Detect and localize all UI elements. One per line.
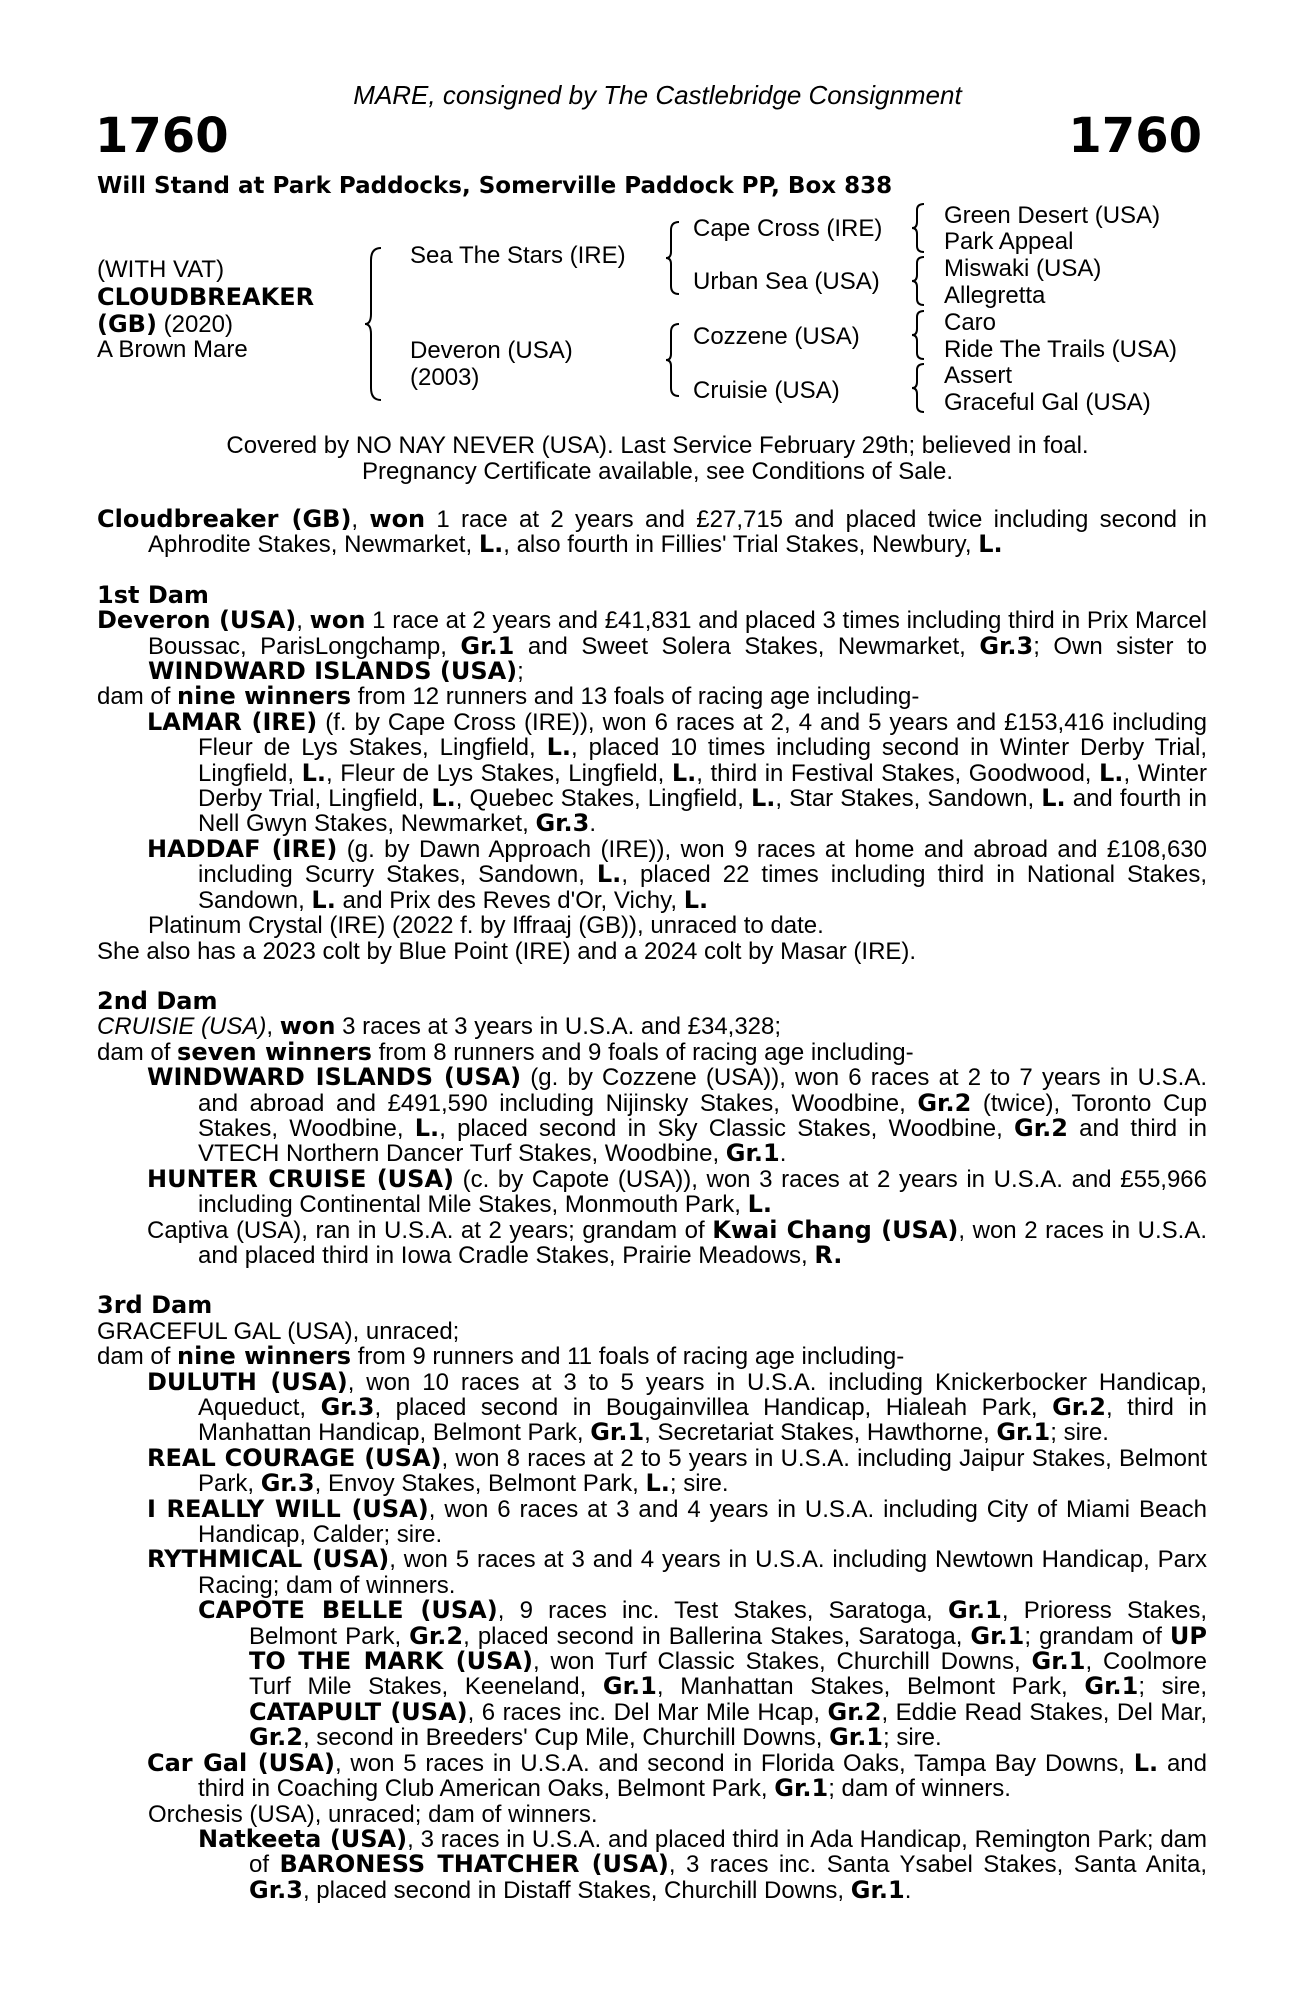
won-label: won	[279, 1012, 336, 1041]
produce-name: Natkeeta (USA)	[198, 1824, 408, 1853]
produce-entry-real-courage: REAL COURAGE (USA), won 8 races at 2 to 5 years in U.S.A. including Jaipur Stakes, Belmont Park, Gr.3, Envoy Stakes, Belmont Park, L.; sire.	[147, 1443, 1208, 1498]
produce-entry-haddaf: HADDAF (IRE) (g. by Dawn Approach (IRE)), won 9 races at home and abroad and £108,630 including Scurry Stakes, Sandown, L., placed 22 times including third in National Stakes, Sandown, L. and Prix des Reves d'Or, Vichy, L.	[147, 834, 1207, 914]
produce-name: Car Gal (USA)	[147, 1748, 335, 1777]
text: , also fourth in Fillies' Trial Stakes, Newbury,	[503, 531, 979, 559]
produce-name: CAPOTE BELLE (USA)	[198, 1596, 498, 1625]
standing-location: Will Stand at Park Paddocks, Somerville Paddock PP, Box 838	[97, 173, 893, 199]
dam-name: CRUISIE (USA)	[97, 1013, 267, 1041]
first-dam-also-note: She also has a 2023 colt by Blue Point (IRE) and a 2024 colt by Masar (IRE).	[97, 937, 917, 965]
lot-number-left: 1760	[95, 108, 229, 164]
horse-description: A Brown Mare	[97, 336, 248, 363]
gen3-ancestor-2: Park Appeal	[944, 228, 1074, 255]
produce-name: HUNTER CRUISE (USA)	[147, 1164, 454, 1193]
produce-entry-capote-belle: CAPOTE BELLE (USA), 9 races inc. Test Stakes, Saratoga, Gr.1, Prioress Stakes, Belmont Park, Gr.2, placed second in Ballerina Stakes, Saratoga, Gr.1; grandam of UP TO THE MARK (USA), won Turf Classic Stakes, Churchill Downs, Gr.1, Coolmore Turf Mile Stakes, Keeneland, Gr.1, Manhattan Stakes, Belmont Park, Gr.1; sire, CATAPULT (USA), 6 races inc. Del Mar Mile Hcap, Gr.2, Eddie Read Stakes, Del Mar, Gr.2, second in Breeders' Cup Mile, Churchill Downs, Gr.1; sire.	[198, 1596, 1208, 1752]
dam-dam: Cruisie (USA)	[693, 377, 840, 404]
grade-label: Gr.1	[460, 631, 515, 660]
third-dam-produce-summary: dam of nine winners from 9 runners and 11 foals of racing age including-	[97, 1342, 905, 1371]
produce-name: REAL COURAGE (USA)	[147, 1443, 442, 1472]
covering-line: Covered by NO NAY NEVER (USA). Last Service February 29th; believed in foal.	[226, 432, 1089, 459]
brace-g2-2	[912, 255, 926, 307]
gen3-ancestor-3: Miswaki (USA)	[944, 255, 1102, 282]
dam-name: Deveron (USA)	[97, 606, 297, 635]
produce-entry-car-gal: Car Gal (USA), won 5 races in U.S.A. and second in Florida Oaks, Tampa Bay Downs, L. and third in Coaching Club American Oaks, Belmont Park, Gr.1; dam of winners.	[147, 1748, 1207, 1803]
intro-paragraph: Cloudbreaker (GB), won 1 race at 2 years and £27,715 and placed twice including second in Aphrodite Stakes, Newmarket, L., also fourth in Fillies' Trial Stakes, Newbury, L.	[97, 505, 1208, 559]
produce-entry-duluth: DULUTH (USA), won 10 races at 3 to 5 years in U.S.A. including Knickerbocker Handicap, Aqueduct, Gr.3, placed second in Bougainvillea Handicap, Hialeah Park, Gr.2, third in Manhattan Handicap, Belmont Park, Gr.1, Secretariat Stakes, Hawthorne, Gr.1; sire.	[147, 1367, 1208, 1447]
produce-entry-captiva: Captiva (USA), ran in U.S.A. at 2 years; grandam of Kwai Chang (USA), won 2 races in U.S.A. and placed third in Iowa Cradle Stakes, Prairie Meadows, R.	[147, 1215, 1207, 1269]
text: ; Own sister to	[1033, 632, 1208, 660]
brace-g2-1	[912, 202, 926, 254]
dam-year: (2003)	[410, 364, 480, 391]
produce-name: Kwai Chang (USA)	[712, 1215, 959, 1244]
gen3-ancestor-5: Caro	[944, 309, 997, 336]
catalogue-body	[97, 507, 1207, 1903]
winners-count: nine winners	[177, 1342, 352, 1371]
text: 1 race at 2 years and £27,715 and placed twice including second in Aphrodite Stakes, Newmarket,	[148, 506, 1208, 559]
first-dam-paragraph: Deveron (USA), won 1 race at 2 years and £41,831 and placed 3 times including third in Prix Marcel Boussac, ParisLongchamp, Gr.1 and Sweet Solera Stakes, Newmarket, Gr.3; Own sister to WINDWARD ISLANDS (USA);	[97, 606, 1208, 686]
produce-name: DULUTH (USA)	[147, 1367, 348, 1396]
produce-entry-i-really-will: I REALLY WILL (USA), won 6 races at 3 and 4 years in U.S.A. including City of Miami Beach Handicap, Calder; sire.	[147, 1494, 1207, 1549]
won-label: won	[309, 606, 366, 635]
text: 1 race at 2 years and £41,831 and placed 3 times including third in Prix Marcel Boussac, ParisLongchamp,	[148, 607, 1207, 660]
brace-dam	[666, 322, 682, 398]
gen3-ancestor-1: Green Desert (USA)	[944, 202, 1161, 229]
text: and Sweet Solera Stakes, Newmarket,	[514, 632, 980, 660]
pregnancy-line: Pregnancy Certificate available, see Conditions of Sale.	[362, 458, 953, 485]
brace-g2-4	[912, 362, 926, 414]
third-dam-paragraph: GRACEFUL GAL (USA), unraced;	[97, 1317, 460, 1345]
produce-entry-natkeeta: Natkeeta (USA), 3 races in U.S.A. and placed third in Ada Handicap, Remington Park; dam of BARONESS THATCHER (USA), 3 races inc. Santa Ysabel Stakes, Santa Anita, Gr.3, placed second in Distaff Stakes, Churchill Downs, Gr.1.	[198, 1824, 1208, 1904]
sire-dam: Urban Sea (USA)	[693, 268, 880, 295]
sister-name: WINDWARD ISLANDS (USA)	[148, 657, 518, 686]
dam-sire: Cozzene (USA)	[693, 323, 860, 350]
produce-name: WINDWARD ISLANDS (USA)	[147, 1063, 522, 1092]
intro-horse: Cloudbreaker (GB)	[97, 505, 352, 533]
sire-sire: Cape Cross (IRE)	[693, 215, 883, 242]
produce-entry-platinum: Platinum Crystal (IRE) (2022 f. by Iffraaj (GB)), unraced to date.	[148, 912, 824, 940]
produce-entry-windward-islands: WINDWARD ISLANDS (USA) (g. by Cozzene (USA)), won 6 races at 2 to 7 years in U.S.A. and abroad and £491,590 including Nijinsky Stakes, Woodbine, Gr.2 (twice), Toronto Cup Stakes, Woodbine, L., placed second in Sky Classic Stakes, Woodbine, Gr.2 and third in VTECH Northern Dancer Turf Stakes, Woodbine, Gr.1.	[147, 1063, 1208, 1168]
gen3-ancestor-4: Allegretta	[944, 282, 1046, 309]
produce-entry-lamar: LAMAR (IRE) (f. by Cape Cross (IRE)), won 6 races at 2, 4 and 5 years and £153,416 including Fleur de Lys Stakes, Lingfield, L., placed 10 times including second in Winter Derby Trial, Lingfield, L., Fleur de Lys Stakes, Lingfield, L., third in Festival Stakes, Goodwood, L., Winter Derby Trial, Lingfield, L., Quebec Stakes, Lingfield, L., Star Stakes, Sandown, L. and fourth in Nell Gwyn Stakes, Newmarket, Gr.3.	[147, 707, 1208, 838]
produce-entry-rythmical: RYTHMICAL (USA), won 5 races at 3 and 4 years in U.S.A. including Newtown Handicap, Parx Racing; dam of winners.	[147, 1545, 1207, 1599]
text: ;	[517, 658, 524, 686]
winners-count: nine winners	[177, 682, 352, 711]
brace-g2-3	[912, 309, 926, 361]
lot-number-right: 1760	[1068, 108, 1202, 164]
first-dam-heading: 1st Dam	[97, 580, 209, 609]
produce-name: HADDAF (IRE)	[147, 834, 338, 863]
brace-gen1	[365, 246, 385, 402]
sire-name: Sea The Stars (IRE)	[410, 242, 626, 269]
horse-name: CLOUDBREAKER	[97, 283, 315, 311]
covering-note	[0, 433, 1315, 485]
produce-name: LAMAR (IRE)	[147, 707, 318, 736]
produce-entry-orchesis: Orchesis (USA), unraced; dam of winners.	[148, 1800, 598, 1828]
brace-sire	[666, 220, 682, 296]
produce-name: RYTHMICAL (USA)	[147, 1545, 390, 1574]
second-dam-produce-summary: dam of seven winners from 8 runners and 9 foals of racing age including-	[97, 1037, 914, 1066]
gen3-ancestor-8: Graceful Gal (USA)	[944, 389, 1151, 416]
won-label: won	[369, 505, 426, 533]
horse-year: (2020)	[163, 311, 233, 338]
produce-entry-hunter-cruise: HUNTER CRUISE (USA) (c. by Capote (USA)), won 3 races at 2 years in U.S.A. and £55,966 including Continental Mile Stakes, Monmouth Park, L.	[147, 1164, 1207, 1219]
winners-count: seven winners	[177, 1037, 372, 1066]
second-dam-paragraph: CRUISIE (USA), won 3 races at 3 years in U.S.A. and £34,328;	[97, 1012, 782, 1041]
vat-label: (WITH VAT)	[97, 256, 225, 283]
gen3-ancestor-6: Ride The Trails (USA)	[944, 336, 1177, 363]
listed-label: L.	[478, 530, 504, 559]
produce-name: I REALLY WILL (USA)	[147, 1494, 429, 1523]
first-dam-produce-summary: dam of nine winners from 12 runners and 13 foals of racing age including-	[97, 682, 920, 711]
gen3-ancestor-7: Assert	[944, 362, 1013, 389]
dam-name: Deveron (USA)	[410, 337, 573, 364]
second-dam-heading: 2nd Dam	[97, 986, 218, 1015]
horse-origin	[97, 310, 233, 339]
horse-country: (GB)	[97, 310, 157, 338]
listed-label: L.	[978, 530, 1003, 559]
consignment-line: MARE, consigned by The Castlebridge Consignment	[353, 80, 962, 110]
third-dam-heading: 3rd Dam	[97, 1291, 213, 1320]
grade-label: Gr.3	[979, 631, 1034, 660]
